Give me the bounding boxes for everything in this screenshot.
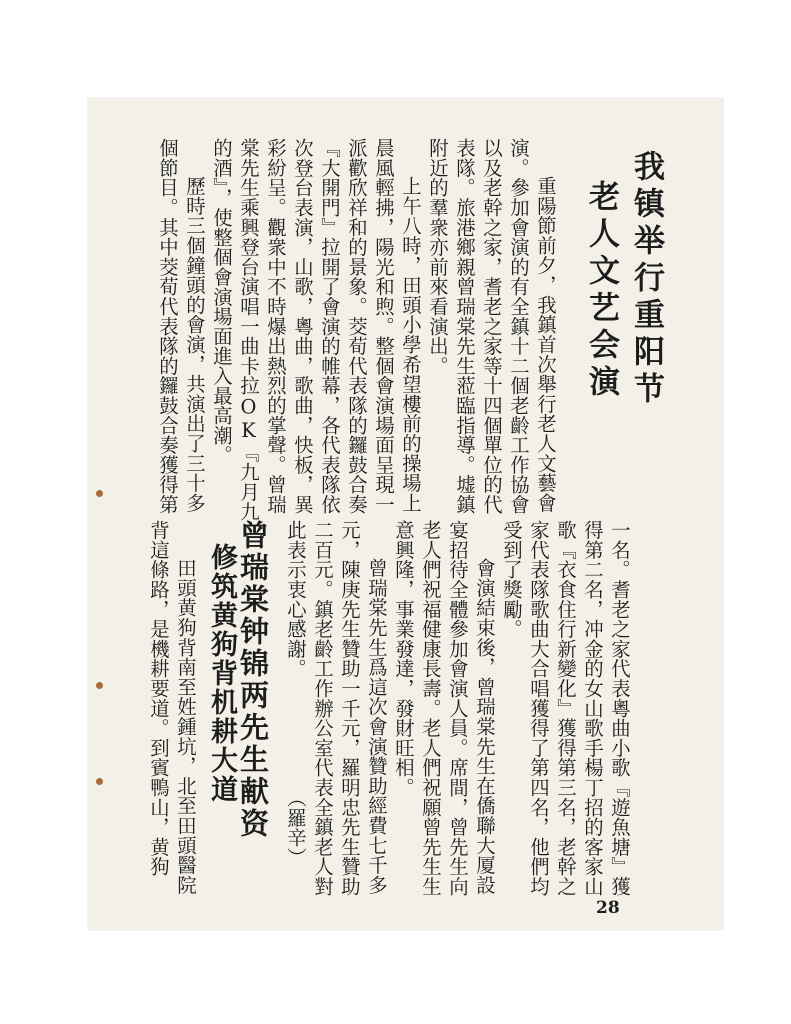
text-column: 曾瑞棠先生爲這次會演贊助經費七千多 (365, 558, 388, 895)
article1-title-line1: 我镇举行重阳节 (628, 150, 664, 409)
binding-hole (96, 778, 103, 785)
text-column: 意興隆，事業發達，發財旺相。 (392, 520, 415, 798)
document-page (88, 98, 723, 930)
text-column: 棠先生乘興登台演唱一曲卡拉OK『九月九 (237, 138, 260, 522)
text-column: 受到了獎勵。 (500, 520, 523, 639)
text-column: 家代表隊歌曲大合唱獲得了第四名，他們均 (527, 520, 550, 897)
text-column: 此表示衷心感謝。 (284, 520, 307, 679)
page-number: 28 (596, 898, 620, 918)
text-column: 的酒』，使整個會演場面進入最高潮。 (210, 138, 233, 465)
text-column: 老人們祝福健康長壽。老人們祝願曾先生生 (419, 520, 442, 897)
text-column: 歌『衣食住行新變化』獲得第三名，老幹之 (554, 520, 577, 897)
text-column: 田頭黄狗背南至姓鍾坑，北至田頭醫院 (174, 558, 197, 895)
text-column: 一名。耆老之家代表粵曲小歌『遊魚塘』獲 (608, 520, 631, 897)
text-column: 附近的羣衆亦前來看演出。 (426, 138, 449, 376)
text-column: 彩紛呈。觀衆中不時爆出熱烈的掌聲。曾瑞 (264, 138, 287, 515)
article2-title-line2: 修筑黄狗背机耕大道 (206, 543, 237, 804)
text-column: 宴招待全體參加會演人員。席間，曾先生向 (446, 520, 469, 897)
article1-opening-line: 重陽節前夕，我鎮首次舉行老人文藝會 (534, 176, 557, 513)
text-column: 二百元。鎮老齡工作辦公室代表全鎮老人對 (311, 520, 334, 897)
text-column: 會演結束後，曾瑞棠先生在僑聯大厦設 (473, 558, 496, 895)
text-column: 背這條路，是機耕要道。到賓鴨山，黄狗 (147, 520, 170, 877)
article2-title-line1: 曾瑞棠钟锦两先生献资 (236, 520, 270, 840)
text-column: 派歡欣祥和的景象。茭荀代表隊的鑼鼓合奏 (345, 138, 368, 515)
text-column: 表隊。旅港鄉親曾瑞棠先生蒞臨指導。墟鎮 (453, 138, 476, 515)
binding-hole (96, 490, 103, 497)
text-column: 演。參加會演的有全鎮十二個老齡工作協會 (507, 138, 530, 515)
article1-title-line2: 老人文艺会演 (583, 180, 619, 402)
text-column: 得第二名，冲金的女山歌手楊丁招的客家山 (581, 520, 604, 897)
text-column: 個節目。其中茭荀代表隊的鑼鼓合奏獲得第 (156, 138, 179, 515)
author-credit: （羅辛） (284, 788, 307, 868)
text-column: 元，陳庚先生贊助一千元，羅明忠先生贊助 (338, 520, 361, 897)
binding-hole (96, 682, 103, 689)
text-column: 歷時三個鐘頭的會演，共演出了三十多 (183, 176, 206, 513)
text-column: 次登台表演，山歌，粵曲，歌曲，快板，異 (291, 138, 314, 515)
text-column: 晨風輕拂，陽光和煦。整個會演場面呈現一 (372, 138, 395, 515)
text-column: 『大開門』拉開了會演的帷幕，各代表隊依 (318, 138, 341, 515)
text-column: 以及老幹之家，耆老之家等十四個單位的代 (480, 138, 503, 515)
text-column: 上午八時，田頭小學希望樓前的操場上 (399, 176, 422, 513)
